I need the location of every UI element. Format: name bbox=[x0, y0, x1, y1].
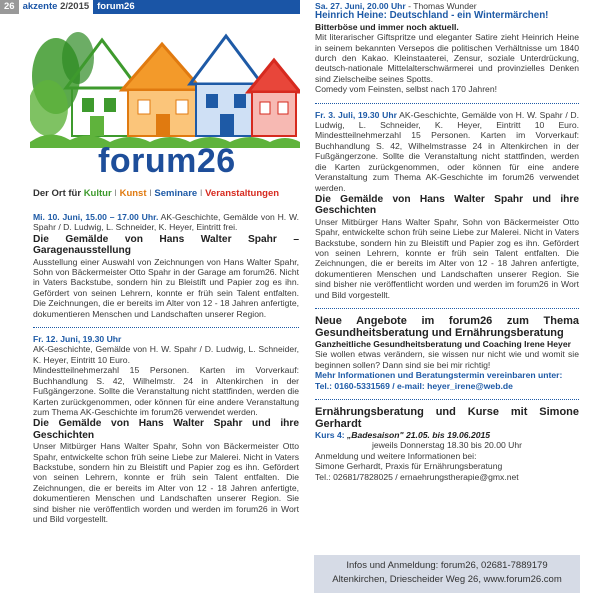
event-closing: Comedy vom Feinsten, selbst nach 170 Jahren! bbox=[315, 84, 497, 95]
page-header bbox=[0, 0, 300, 14]
section-name: forum26 bbox=[93, 0, 300, 14]
event-date: Fr. 12. Juni, 19.30 Uhr bbox=[33, 334, 122, 345]
event-title: Heinrich Heine: Deutschland - ein Wintermärchen! bbox=[315, 10, 549, 22]
course-label: Kurs 4: bbox=[315, 430, 345, 440]
offer-line: Tel.: 02681/7828025 / ernaehrungstherapie@gmx.net bbox=[315, 471, 519, 482]
divider bbox=[315, 308, 579, 309]
offer-subtitle: Ganzheitliche Gesundheitsberatung und Coaching Irene Heyer bbox=[315, 338, 571, 349]
left-column bbox=[33, 212, 299, 524]
orange-house-icon bbox=[122, 44, 202, 136]
event-1: Mi. 10. Juni, 15.00 – 17.00 Uhr. AK-Geschichte, Gemälde von H. W. Spahr / D. Ludwig, L. Schneider, K. Heyer, Eintritt frei. Die Gemälde von Hans Walter Spahr – Garagenausstellung Ausstellung einer Auswahl von Zeichnungen von Hans Walter Spahr, Sohn von Bäckermeister Otto Spahr in der Garage am forum26. Nicht in Vaters Backstube, sondern hin zu Bleistift und Papier zog es ihn. Gefördert von seinen Lehrern, konnte er früh sein Talent entfalten. Die Zeichnungen, die er bereits im Alter von 12 - 18 Jahren anfertigte, dokumentieren Menschen und Landschaften unserer Region. bbox=[33, 212, 299, 319]
offer-info: Mehr Informationen und Beratungstermin vereinbaren unter: bbox=[315, 370, 563, 381]
event-body: Unser Mitbürger Hans Walter Spahr, Sohn von Bäckermeister Otto Spahr, entwickelte schon früh seine Liebe zur Malerei. Nicht in Vaters Backstube, sondern hin zu Bleistift und Papier zog es ihn. Gefördert von seinen Lehrern, konnte er früh sein Talent entfalten. Die Zeichnungen, die er bereits im Alter von 12 - 18 Jahren anfertigte, dokumentieren Menschen und Landschaften unserer Region. Sie sind bisher nie veröffentlicht worden und werden im forum26 in Wort und Bild vorgestellt. bbox=[315, 216, 579, 300]
event-body: Unser Mitbürger Hans Walter Spahr, Sohn von Bäckermeister Otto Spahr, entwickelte schon früh seine Liebe zur Malerei. Nicht in Vaters Backstube, sondern hin zu Bleistift und Papier zog es ihn. Gefördert von seinen Lehrern, konnte er früh sein Talent entfalten. Die Zeichnungen, die er bereits im Alter von 12 - 18 Jahren anfertigte, dokumentieren Menschen und Landschaften unserer Region. Sie sind bisher nie veröffentlich worden und werden im forum26 in Wort und Bild vorgestellt. bbox=[33, 441, 299, 524]
offer-line: Simone Gerhardt, Praxis für Ernährungsberatung bbox=[315, 461, 503, 472]
divider bbox=[315, 103, 579, 104]
offer-title: Ernährungsberatung und Kurse mit Simone Gerhardt bbox=[315, 406, 579, 430]
info-line: Infos und Anmeldung: forum26, 02681-7889179 bbox=[346, 560, 548, 571]
course-name: „Badesaison" 21.05. bis 19.06.2015 bbox=[344, 430, 491, 440]
offer-nutrition bbox=[315, 406, 579, 482]
info-box bbox=[314, 555, 580, 593]
offer-contact: Tel.: 0160-5331569 / e-mail: heyer_irene@web.de bbox=[315, 380, 513, 391]
event-date: Sa. 27. Juni, 20.00 Uhr bbox=[315, 1, 406, 11]
divider bbox=[33, 327, 299, 328]
right-column bbox=[315, 1, 579, 482]
offer-title: Neue Angebote im forum26 zum Thema Gesundheitsberatung und Ernährungsberatung bbox=[315, 314, 579, 339]
event-2 bbox=[33, 334, 299, 524]
offer-line: Anmeldung und weitere Informationen bei: bbox=[315, 450, 477, 461]
event-title: Die Gemälde von Hans Walter Spahr und ihre Geschichten bbox=[315, 193, 579, 217]
course-schedule: jeweils Donnerstag 18.30 bis 20.00 Uhr bbox=[371, 440, 522, 451]
event-subtitle: Bitterböse und immer noch aktuell. bbox=[315, 21, 459, 32]
event-date: Mi. 10. Juni, 15.00 – 17.00 Uhr. bbox=[33, 212, 159, 222]
event-title: Die Gemälde von Hans Walter Spahr – Garagenausstellung bbox=[33, 233, 299, 257]
page-number: 26 bbox=[0, 0, 19, 14]
tagline: Der Ort für Kultur I Kunst I Seminare I Veranstaltungen bbox=[33, 188, 280, 199]
event-3: Sa. 27. Juni, 20.00 Uhr - Thomas Wunder Heinrich Heine: Deutschland - ein Wintermärchen! Bitterböse und immer noch aktuell. Mit literarischer Giftspritze und eleganter Satire zieht Heinrich Heine in seinem bekannten Versepos die politischen Verhältnisse um 1840 durch den Kakao. Kleinstaaterei, Zensur, soziale Unterdrückung, deutsch-nationale Mittelalterschwärmerei und provinzielles Denken sind Zielscheibe seines Spotts. Comedy vom Feinsten, selbst nach 170 Jahren! bbox=[315, 1, 579, 95]
event-body: Mit literarischer Giftspritze und eleganter Satire zieht Heinrich Heine in seinem bekannten Versepos die politischen Verhältnisse um 1840 durch den Kakao. Kleinstaaterei, Zensur, soziale Unterdrückung, deutsch-nationale Mittelalterschwärmerei und provinzielles Denken sind Zielscheibe seines Spotts. bbox=[315, 32, 579, 84]
event-date: Fr. 3. Juli, 19.30 Uhr bbox=[315, 109, 397, 120]
offer-body: Sie wollen etwas verändern, sie wissen nur nicht wie und womit sie beginnen sollen? Dann sind sie bei mir richtig! bbox=[315, 349, 579, 370]
divider bbox=[315, 399, 579, 400]
logo-title: forum26 bbox=[98, 142, 236, 180]
event-intro: AK-Geschichte, Gemälde von H. W. Spahr / D. Ludwig, L. Schneider, K. Heyer, Eintritt 10 Euro. bbox=[33, 344, 299, 365]
magazine-name: akzente 2/2015 bbox=[22, 1, 90, 12]
info-line: Altenkirchen, Driescheider Weg 26, www.forum26.com bbox=[332, 574, 562, 585]
trees-icon bbox=[30, 32, 94, 136]
event-4: Fr. 3. Juli, 19.30 Uhr AK-Geschichte, Gemälde von H. W. Spahr / D. Ludwig, L. Schneider, K. Heyer, Eintritt 10 Euro. Mindestteilnehmerzahl 15 Personen. Karten im Vorverkauf: Buchhandlung S. 42, Wilhelmstrasse 24 in Altenkirchen in der Fußgängerzone. Sollte die Veranstaltung nicht stattfinden, werden die Karten zurückgenommen, oder können für eine andere Veranstaltung zum Thema AK-Geschichte im forum26 verwendet werden. Die Gemälde von Hans Walter Spahr und ihre Geschichten Unser Mitbürger Hans Walter Spahr, Sohn von Bäckermeister Otto Spahr, entwickelte schon früh seine Liebe zur Malerei. Nicht in Vaters Backstube, sondern hin zu Bleistift und Papier zog es ihn. Gefördert von seinen Lehrern, konnte er früh sein Talent entfalten. Die Zeichnungen, die er bereits im Alter von 12 - 18 Jahren anfertigte, dokumentieren Menschen und Landschaften unserer Region. Sie sind bisher nie veröffentlicht worden und werden im forum26 in Wort und Bild vorgestellt. bbox=[315, 109, 579, 300]
offer-health bbox=[315, 315, 579, 391]
event-body: Mindestteilnehmerzahl 15 Personen. Karten im Vorverkauf: Buchhandlung S. 42, Wilhelmstr. 24 in Altenkirchen in der Fußgängerzone. Sollte die Veranstaltung nicht stattfinden, werden die Karten zurückgenommen, oder können für eine andere Veranstaltung zum Thema AK-Geschichte im forum26 verwendet werden. bbox=[33, 365, 299, 417]
event-title: Die Gemälde von Hans Walter Spahr und ihre Geschichten bbox=[33, 418, 299, 441]
event-body: Ausstellung einer Auswahl von Zeichnungen von Hans Walter Spahr, Sohn von Bäckermeister Otto Spahr in der Garage am forum26. Nicht in Vaters Backstube, sondern hin zu Bleistift und Papier zog es ihn. Gefördert von seinen Lehrern, konnte er früh sein Talent entfalten. Die Zeichnungen, die er bereits im Alter von 12 - 18 Jahren anfertigte, dokumentieren Menschen und Landschaften unserer Region. bbox=[33, 256, 299, 319]
red-house-icon bbox=[248, 60, 300, 136]
